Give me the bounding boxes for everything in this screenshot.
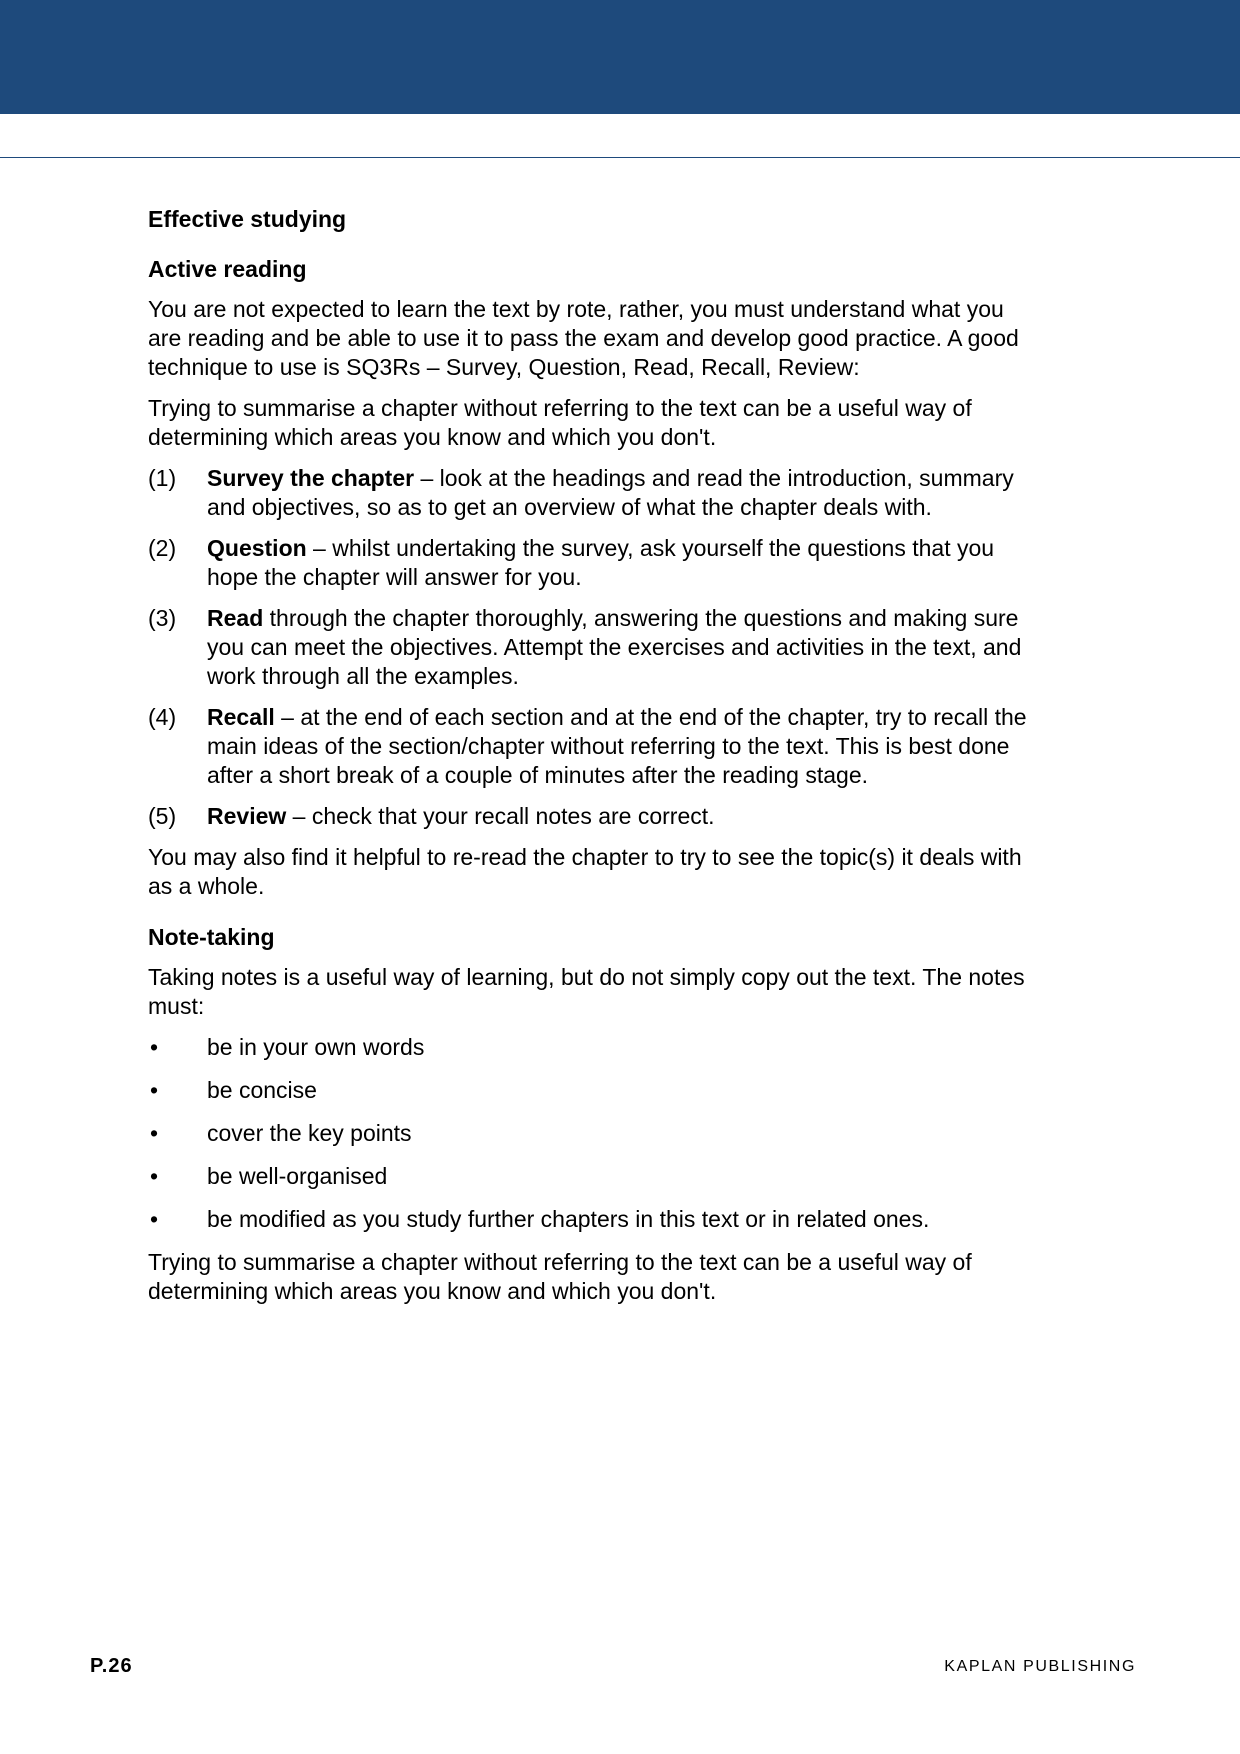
step-marker: (2) — [148, 535, 177, 561]
bullet-text: be in your own words — [207, 1034, 425, 1060]
notes-requirements-list — [148, 1033, 1028, 1234]
sq3rs-steps-list — [148, 464, 1028, 831]
list-item — [148, 1205, 1028, 1234]
bullet-text: be well-organised — [207, 1163, 388, 1189]
step-term: Question — [207, 535, 307, 561]
step-marker: (3) — [148, 605, 177, 631]
note-taking-intro: Taking notes is a useful way of learning, but do not simply copy out the text. The notes must: — [148, 964, 1025, 1019]
bullet-icon: • — [150, 1077, 159, 1103]
bullet-icon: • — [150, 1163, 159, 1189]
list-item-review — [148, 802, 1028, 831]
note-taking-closing: Trying to summarise a chapter without referring to the text can be a useful way of determining which areas you know and which you don't. — [148, 1249, 972, 1304]
list-item-question — [148, 534, 1028, 592]
list-item-recall — [148, 703, 1028, 790]
step-term: Survey the chapter — [207, 465, 415, 491]
step-marker: (5) — [148, 803, 177, 829]
summary-tip: Trying to summarise a chapter without referring to the text can be a useful way of determining which areas you know and which you don't. — [148, 395, 972, 450]
step-term: Recall — [207, 704, 275, 730]
bullet-icon: • — [150, 1206, 159, 1232]
step-marker: (1) — [148, 465, 177, 491]
list-item — [148, 1162, 1028, 1191]
step-text: – look at the headings and read the introduction, summary and objectives, so as to get an overview of what the chapter deals with. — [207, 465, 1014, 520]
bullet-icon: • — [150, 1034, 159, 1060]
list-item — [148, 1076, 1028, 1105]
list-item-survey — [148, 464, 1028, 522]
note-taking-heading: Note-taking — [148, 924, 275, 950]
step-term: Read — [207, 605, 264, 631]
list-item-read — [148, 604, 1028, 691]
header-band — [0, 0, 1240, 114]
step-marker: (4) — [148, 704, 177, 730]
header-rule — [0, 157, 1240, 158]
step-text: through the chapter thoroughly, answering the questions and making sure you can meet the objectives. Attempt the exercises and activities in the text, and work through all the examples. — [207, 605, 1022, 689]
page-content — [148, 205, 1028, 1318]
list-item — [148, 1119, 1028, 1148]
bullet-text: cover the key points — [207, 1120, 412, 1146]
active-reading-heading: Active reading — [148, 256, 307, 282]
active-reading-intro: You are not expected to learn the text by rote, rather, you must understand what you are reading and be able to use it to pass the exam and develop good practice. A good technique to use is SQ3Rs – Survey, Question, Read, Recall, Review: — [148, 296, 1019, 380]
list-item — [148, 1033, 1028, 1062]
bullet-icon: • — [150, 1120, 159, 1146]
step-text: – at the end of each section and at the end of the chapter, try to recall the main ideas of the section/chapter without referring to the text. This is best done after a short break of a couple of minutes after the reading stage. — [207, 704, 1027, 788]
publisher-name: KAPLAN PUBLISHING — [944, 1658, 1136, 1675]
bullet-text: be modified as you study further chapters in this text or in related ones. — [207, 1206, 930, 1232]
page-number: P.26 — [90, 1655, 133, 1677]
step-text: – whilst undertaking the survey, ask yourself the questions that you hope the chapter will answer for you. — [207, 535, 995, 590]
bullet-text: be concise — [207, 1077, 317, 1103]
step-term: Review — [207, 803, 287, 829]
active-reading-closing: You may also find it helpful to re-read the chapter to try to see the topic(s) it deals with as a whole. — [148, 844, 1022, 899]
step-text: – check that your recall notes are correct. — [286, 803, 715, 829]
section-title: Effective studying — [148, 206, 347, 232]
